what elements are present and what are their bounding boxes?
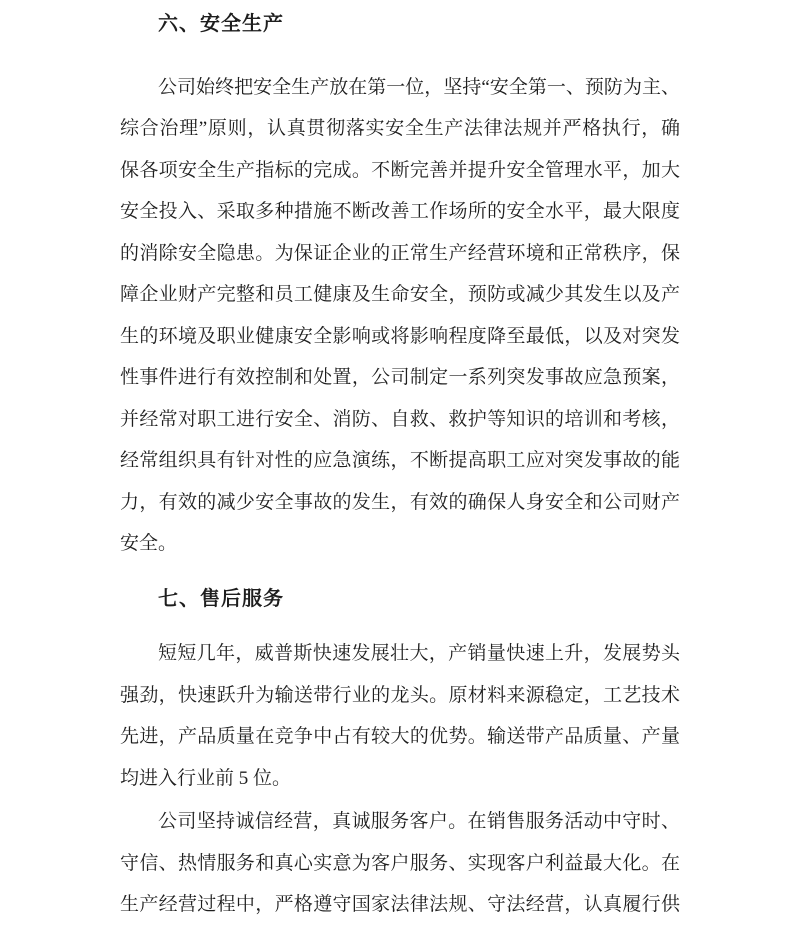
- text-line: 性事件进行有效控制和处置，公司制定一系列突发事故应急预案，: [120, 367, 680, 388]
- text-line: 短短几年，威普斯快速发展壮大，产销量快速上升，发展势头: [158, 643, 680, 664]
- text-line: 综合治理”原则，认真贯彻落实安全生产法律法规并严格执行，确: [120, 118, 680, 139]
- text-line: 均进入行业前 5 位。: [120, 767, 292, 789]
- text-line: 守信、热情服务和真心实意为客户服务、实现客户利益最大化。在: [120, 852, 680, 874]
- section-after-sales-service: [120, 579, 680, 926]
- text-line: 力，有效的减少安全事故的发生，有效的确保人身安全和公司财产: [120, 491, 680, 513]
- text-line: 并经常对职工进行安全、消防、自救、救护等知识的培训和考核，: [120, 408, 680, 430]
- section-safety-production: [120, 4, 680, 565]
- text-line: 障企业财产完整和员工健康及生命安全，预防或减少其发生以及产: [120, 284, 680, 305]
- paragraph: [120, 801, 680, 926]
- text-line: 经常组织具有针对性的应急演练，不断提高职工应对突发事故的能: [120, 450, 680, 471]
- section-heading: 六、安全生产: [158, 13, 284, 35]
- text-line: 强劲，快速跃升为输送带行业的龙头。原材料来源稳定，工艺技术: [120, 684, 680, 706]
- paragraph: [120, 67, 680, 565]
- text-line: 保各项安全生产指标的完成。不断完善并提升安全管理水平，加大: [120, 159, 680, 181]
- text-line: 公司始终把安全生产放在第一位，坚持“安全第一、预防为主、: [158, 76, 680, 98]
- text-line: 先进，产品质量在竞争中占有较大的优势。输送带产品质量、产量: [120, 726, 680, 747]
- text-line: 生的环境及职业健康安全影响或将影响程度降至最低，以及对突发: [120, 325, 680, 347]
- section-heading: 七、售后服务: [158, 587, 284, 610]
- text-line: 的消除安全隐患。为保证企业的正常生产经营环境和正常秩序，保: [120, 242, 680, 264]
- text-line: 安全投入、采取多种措施不断改善工作场所的安全水平，最大限度: [120, 201, 680, 222]
- text-line: 安全。: [120, 533, 178, 554]
- text-line: 公司坚持诚信经营，真诚服务客户。在销售服务活动中守时、: [158, 811, 680, 832]
- document-content: [120, 4, 680, 926]
- paragraph: [120, 633, 680, 799]
- text-line: 生产经营过程中，严格遵守国家法律法规、守法经营，认真履行供: [120, 894, 680, 915]
